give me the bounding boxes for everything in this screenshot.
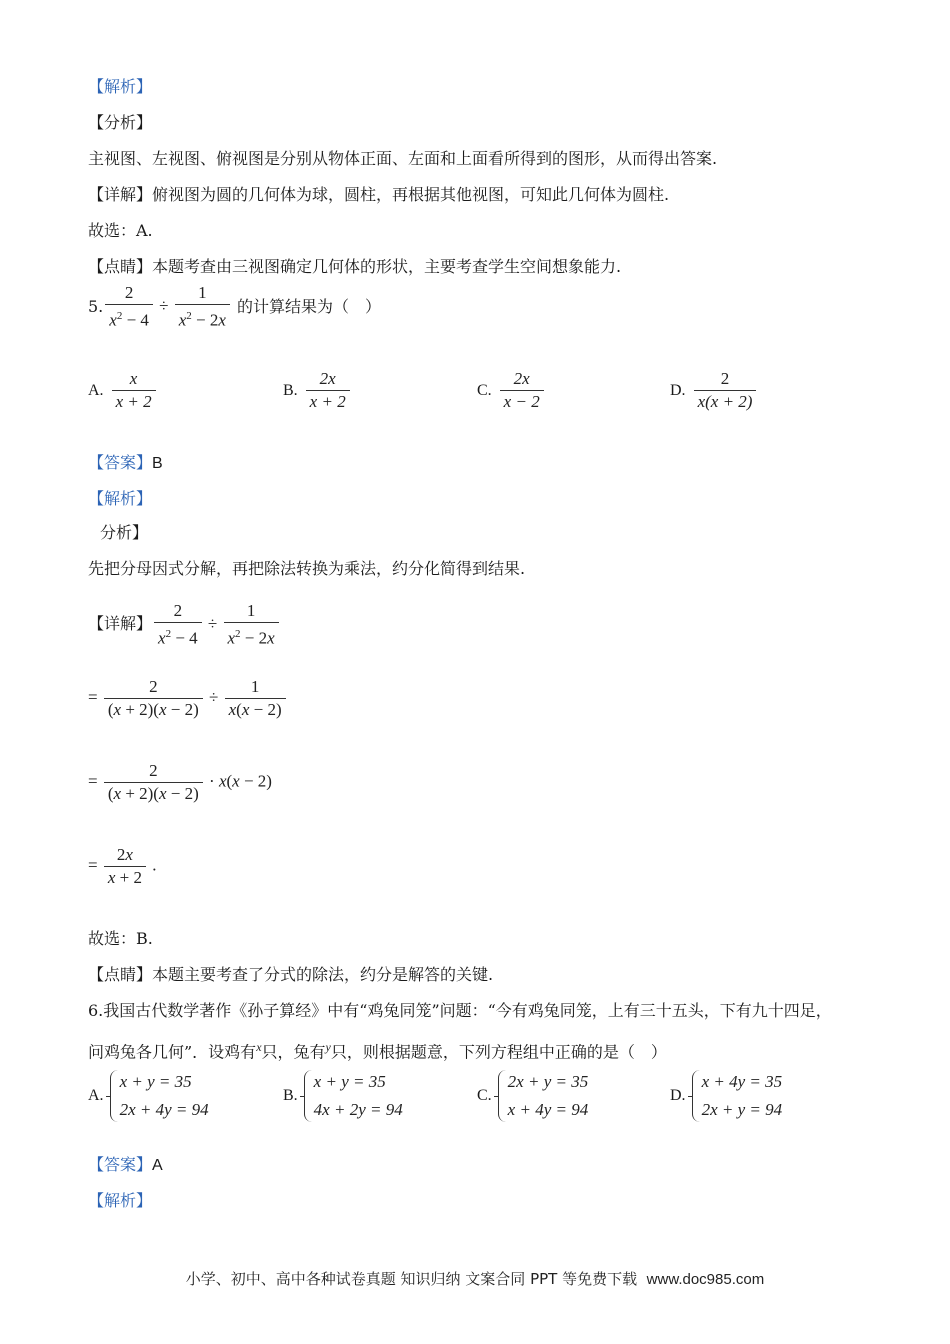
q6-option-d[interactable] [670, 1068, 782, 1124]
q6-stem-part3: 只，则根据题意，下列方程组中正确的是（ ） [330, 1042, 667, 1062]
option-denominator: x − 2 [503, 392, 540, 411]
q5-comment [88, 964, 493, 986]
q5-answer [88, 452, 163, 475]
q5-choice: 故选：B. [88, 929, 153, 948]
q5-option-d[interactable] [670, 368, 758, 413]
analysis-heading: 【解析】 [88, 77, 153, 96]
comment-text: 本题考查由三视图确定几何体的形状，主要考查学生空间想象能力. [152, 257, 622, 276]
answer-tag: 【答案】 [88, 1155, 153, 1174]
fenxi-heading: 【分析】 [88, 113, 153, 132]
q5-detail-step1: 【详解】 $\frac{2}{x^2 - 4}$ ÷ $\frac{1}{x^2 - 2x}$ [88, 600, 281, 650]
option-label: B. [283, 1087, 298, 1104]
option-label: C. [477, 1087, 492, 1104]
equation-1: 2x + y = 35 [507, 1072, 589, 1091]
q6-option-a[interactable] [88, 1068, 209, 1124]
equation-2: 4x + 2y = 94 [313, 1100, 403, 1119]
q6-stem-part1: 问鸡兔各几何”．设鸡有 [88, 1042, 257, 1062]
q6-stem-line2 [88, 1036, 667, 1063]
option-numerator: 2 [694, 368, 757, 391]
q5-option-a[interactable] [88, 368, 158, 413]
page-footer [0, 1268, 950, 1289]
choice-line: 故选：A. [88, 221, 153, 240]
q6-answer [88, 1154, 163, 1177]
q5-detail-tag: 【详解】 [88, 614, 153, 634]
detail-text: 俯视图为圆的几何体为球，圆柱，再根据其他视图，可知此几何体为圆柱. [152, 185, 670, 204]
equation-1: x + y = 35 [313, 1072, 386, 1091]
q6-stem-line1: 6.我国古代数学著作《孙子算经》中有“鸡兔同笼”问题：“今有鸡兔同笼，上有三十五头，下有九十四足， [88, 1001, 832, 1020]
option-denominator: x + 2 [115, 392, 152, 411]
option-label: A. [88, 381, 104, 399]
q6-option-c[interactable] [477, 1068, 588, 1124]
q5-detail-step3: = $\frac{2}{(x + 2)(x - 2)}$ · x(x − 2) [88, 761, 272, 803]
q6-var-y: y [325, 1040, 331, 1054]
option-label: A. [88, 1087, 104, 1104]
equation-2: 2x + y = 94 [701, 1100, 783, 1119]
option-numerator: x [112, 368, 156, 391]
q5-comment-tag: 【点睛】 [88, 965, 153, 984]
option-numerator: 2x [306, 368, 350, 391]
option-denominator: x(x + 2) [697, 392, 753, 411]
option-label: D. [670, 381, 686, 399]
q5-expression: $\frac{2}{x^2 - 4}$ ÷ $\frac{1}{x^2 - 2x}$ [103, 296, 232, 315]
fenxi-text: 主视图、左视图、俯视图是分别从物体正面、左面和上面看所得到的图形，从而得出答案. [88, 149, 718, 168]
detail-tag: 【详解】 [88, 185, 153, 204]
q5-method: 先把分母因式分解，再把除法转换为乘法，约分化简得到结果. [88, 559, 526, 578]
option-label: C. [477, 381, 492, 399]
q5-detail-step2: = $\frac{2}{(x + 2)(x - 2)}$ ÷ $\frac{1}{x(x - 2)}$ [88, 676, 288, 721]
answer-value: B [152, 455, 163, 472]
answer-value: A [152, 1157, 163, 1174]
option-label: D. [670, 1087, 686, 1104]
q5-option-c[interactable] [477, 368, 546, 413]
option-label: B. [283, 381, 298, 399]
q6-analysis-heading: 【解析】 [88, 1191, 153, 1210]
q5-comment-text: 本题主要考查了分式的除法，约分是解答的关键. [152, 965, 494, 984]
detail-line [88, 184, 669, 206]
comment-line [88, 256, 621, 278]
equation-1: x + 4y = 35 [701, 1072, 783, 1091]
q5-stem [88, 282, 381, 332]
q6-var-x: x [256, 1040, 262, 1054]
q5-number: 5. [88, 296, 104, 316]
comment-tag: 【点睛】 [88, 257, 153, 276]
footer-url[interactable]: www.doc985.com [646, 1271, 765, 1288]
q6-stem-part2: 只，兔有 [261, 1042, 326, 1062]
q6-option-b[interactable] [283, 1068, 403, 1124]
q5-option-b[interactable] [283, 368, 352, 413]
q5-detail-step4: = $\frac{2x}{x + 2}$ . [88, 845, 157, 887]
q5-fenxi-heading: 分析】 [100, 523, 149, 542]
equation-2: x + 4y = 94 [507, 1100, 589, 1119]
q5-suffix: 的计算结果为（ ） [237, 296, 382, 316]
option-denominator: x + 2 [309, 392, 346, 411]
footer-text: 小学、初中、高中各种试卷真题 知识归纳 文案合同 PPT 等免费下载 [185, 1270, 638, 1288]
option-numerator: 2x [500, 368, 544, 391]
equation-2: 2x + 4y = 94 [119, 1100, 209, 1119]
answer-tag: 【答案】 [88, 453, 153, 472]
equation-1: x + y = 35 [119, 1072, 192, 1091]
q5-analysis-heading: 【解析】 [88, 489, 153, 508]
